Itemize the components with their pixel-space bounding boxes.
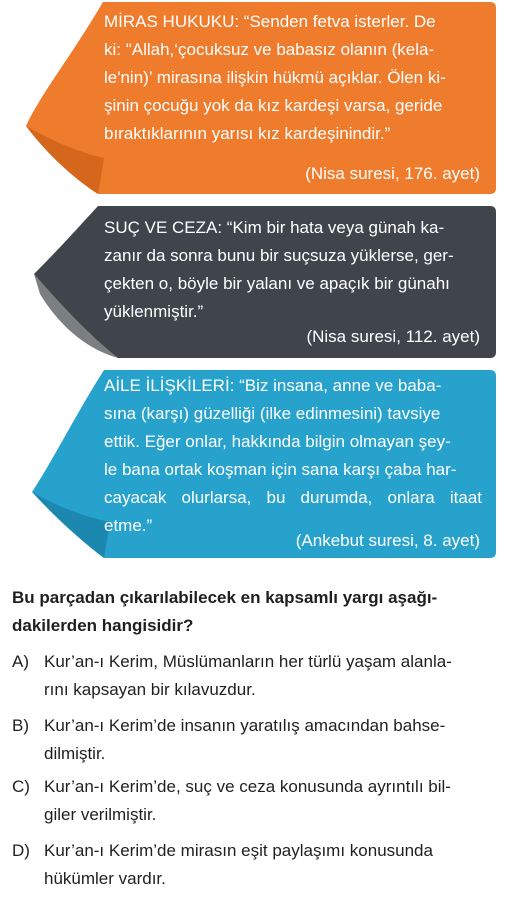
text-line: le'nin)’ mirasına ilişkin hükmü açıklar. Ölen ki-	[104, 68, 446, 87]
text-line: bıraktıklarının yarısı kız kardeşinindir.”	[104, 124, 391, 143]
option-text	[44, 648, 496, 704]
card-text	[104, 372, 482, 540]
verse-reference: (Nisa suresi, 112. ayet)	[306, 327, 480, 346]
question-line: dakilerden hangisidir?	[12, 616, 194, 635]
text-line: sına (karşı) güzelliği (ilke edinmesini) tavsiye	[104, 404, 441, 423]
quote-card-inheritance	[0, 0, 508, 200]
option-line: Kur’an-ı Kerim’de mirasın eşit paylaşımı konusunda	[44, 841, 433, 860]
verse-reference: (Nisa suresi, 176. ayet)	[305, 164, 480, 183]
question-stem	[12, 584, 496, 640]
text-line: yüklenmiştir.”	[104, 302, 204, 321]
option-text	[44, 712, 496, 768]
text-line: cayacak olurlarsa, bu durumda, onlara itaat etme.”	[104, 488, 482, 535]
text-line: SUÇ VE CEZA: “Kim bir hata veya günah ka-	[104, 218, 445, 237]
card-text	[104, 8, 482, 148]
option-letter: D)	[12, 841, 30, 860]
card-text	[104, 214, 482, 326]
text-line: ettik. Eğer onlar, hakkında bilgin olmayan şey-	[104, 432, 451, 451]
option-letter: B)	[12, 716, 29, 735]
option-line: rını kapsayan bir kılavuzdur.	[44, 680, 256, 699]
text-line: ki: "Allah,‘çocuksuz ve babasız olanın (kela-	[104, 40, 435, 59]
text-line: MİRAS HUKUKU: “Senden fetva isterler. De	[104, 12, 436, 31]
verse-reference: (Ankebut suresi, 8. ayet)	[295, 531, 480, 550]
text-line: çekten o, böyle bir yalanı ve apaçık bir günahı	[104, 274, 450, 293]
text-line: zanır da sonra bunu bir suçsuza yüklerse, ger-	[104, 246, 454, 265]
option-line: hükümler vardır.	[44, 869, 166, 888]
option-line: giler verilmiştir.	[44, 805, 157, 824]
option-line: Kur’an-ı Kerim, Müslümanların her türlü yaşam alanla-	[44, 652, 452, 671]
option-line: Kur’an-ı Kerim’de insanın yaratılış amacından bahse-	[44, 716, 446, 735]
text-line: le bana ortak koşman için sana karşı çaba har-	[104, 460, 457, 479]
option-line: Kur’an-ı Kerim’de, suç ve ceza konusunda ayrıntılı bil-	[44, 777, 451, 796]
quote-card-crime	[0, 200, 508, 370]
text-line: AİLE İLİŞKİLERİ: “Biz insana, anne ve baba-	[104, 376, 442, 395]
option-line: dilmiştir.	[44, 744, 106, 763]
question-line: Bu parçadan çıkarılabilecek en kapsamlı yargı aşağı-	[12, 588, 438, 607]
option-text	[44, 837, 496, 893]
quote-card-family	[0, 366, 508, 566]
option-text	[44, 773, 496, 829]
option-letter: A)	[12, 652, 29, 671]
option-letter: C)	[12, 777, 30, 796]
text-line: şinin çocuğu yok da kız kardeşi varsa, geride	[104, 96, 443, 115]
